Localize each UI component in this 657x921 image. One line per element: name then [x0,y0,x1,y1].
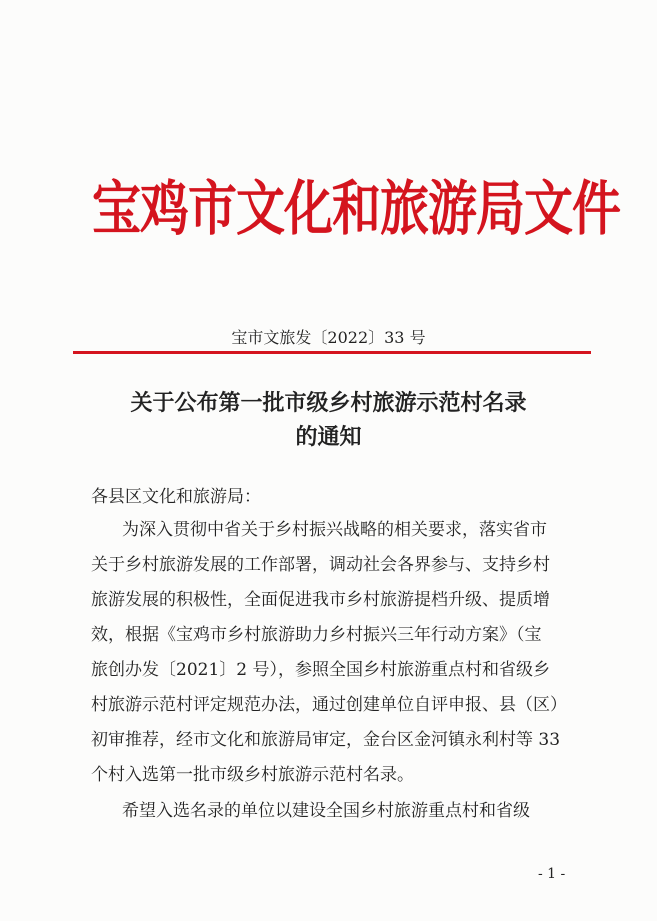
body-line: 旅创办发〔2021〕2 号），参照全国乡村旅游重点村和省级乡 [91,660,550,680]
red-divider-line [73,351,591,354]
body-line: 为深入贯彻中省关于乡村振兴战略的相关要求，落实省市 [122,520,547,540]
body-line: 村旅游示范村评定规范办法，通过创建单位自评申报、县（区） [91,695,567,715]
salutation: 各县区文化和旅游局： [91,487,261,507]
body-line: 效，根据《宝鸡市乡村旅游助力乡村振兴三年行动方案》（宝 [91,625,542,645]
body-line: 关于乡村旅游发展的工作部署，调动社会各界参与、支持乡村 [91,555,550,575]
body-line: 个村入选第一批市级乡村旅游示范村名录。 [91,765,414,785]
page-number: - 1 - [538,866,566,882]
agency-red-header: 宝鸡市文化和旅游局文件 [92,175,621,244]
body-line: 初审推荐，经市文化和旅游局审定，金台区金河镇永利村等 33 [91,730,561,750]
notice-title-line-2: 的通知 [295,424,362,450]
document-number: 宝市文旅发〔2022〕33 号 [231,328,426,347]
body-line: 希望入选名录的单位以建设全国乡村旅游重点村和省级 [122,801,530,821]
notice-title-line-1: 关于公布第一批市级乡村旅游示范村名录 [130,390,527,416]
body-line: 旅游发展的积极性，全面促进我市乡村旅游提档升级、提质增 [91,590,550,610]
